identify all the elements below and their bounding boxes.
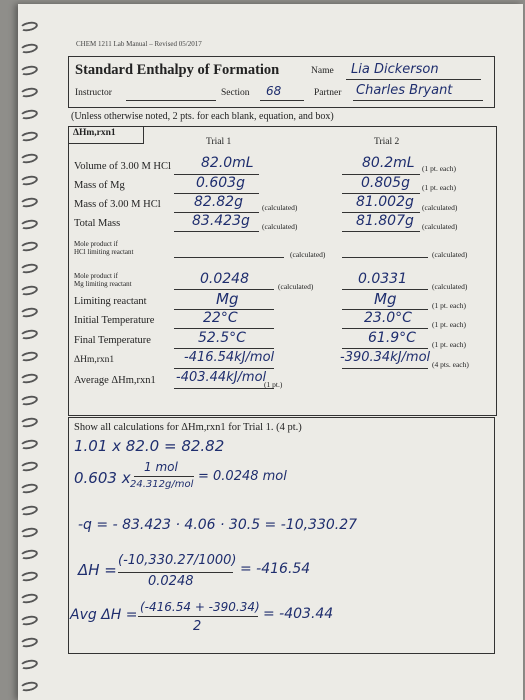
fraction-bar xyxy=(138,616,258,617)
trial1-value: -416.54kJ/mol xyxy=(184,350,275,365)
name-line xyxy=(346,79,481,80)
calc-line-4-result: = -416.54 xyxy=(240,561,311,577)
row-label: HCl limiting reactant xyxy=(74,248,134,256)
calculated-note: (calculated) xyxy=(432,282,468,291)
spiral-coil xyxy=(19,42,38,55)
spiral-coil xyxy=(19,108,38,121)
spiral-coil xyxy=(19,636,38,649)
spiral-coil xyxy=(19,86,38,99)
box-label: ΔHm,rxn1 xyxy=(73,128,116,138)
trial2-value: 61.9°C xyxy=(368,330,416,346)
spiral-coil xyxy=(19,460,38,473)
spiral-coil xyxy=(19,394,38,407)
row-label: ΔHm,rxn1 xyxy=(74,355,115,365)
calc-numerator: (-10,330.27/1000) xyxy=(118,553,237,568)
trial1-value: 22°C xyxy=(203,310,238,326)
points-note: (1 pt. each) xyxy=(422,164,456,173)
trial1-value: 83.423g xyxy=(192,213,250,229)
spiral-coil xyxy=(19,438,38,451)
row-label: Final Temperature xyxy=(74,335,151,346)
calculated-note: (calculated) xyxy=(290,250,326,259)
spiral-coil xyxy=(19,680,38,693)
trial2-value: 80.2mL xyxy=(362,155,415,171)
answer-line xyxy=(342,368,428,369)
lab-worksheet-page xyxy=(18,4,523,700)
spiral-coil xyxy=(19,416,38,429)
row-label: Total Mass xyxy=(74,218,121,229)
answer-line xyxy=(174,328,274,329)
spiral-coil xyxy=(19,592,38,605)
fraction-bar xyxy=(134,476,194,477)
points-note: (4 pts. each) xyxy=(432,360,469,369)
trial2-value: 23.0°C xyxy=(364,310,412,326)
calc-numerator: 1 mol xyxy=(144,460,178,474)
trial1-value: 82.82g xyxy=(194,194,243,210)
answer-line xyxy=(342,328,428,329)
points-note: (1 pt. each) xyxy=(422,183,456,192)
trial2-value: 0.0331 xyxy=(358,271,407,287)
trial2-value: Mg xyxy=(374,290,397,308)
trial1-value: Mg xyxy=(216,290,239,308)
page-title: Standard Enthalpy of Formation xyxy=(75,62,280,78)
calc-denominator: 0.0248 xyxy=(148,574,194,589)
answer-line xyxy=(174,388,274,389)
row-label: Limiting reactant xyxy=(74,296,147,307)
spiral-coil xyxy=(19,262,38,275)
average-value: -403.44kJ/mol xyxy=(176,370,267,385)
calc-line-2-result: = 0.0248 mol xyxy=(198,469,287,484)
calc-denominator: 24.312g/mol xyxy=(130,479,194,490)
instructor-label: Instructor xyxy=(75,88,112,98)
section-label: Section xyxy=(221,88,250,98)
section-value: 68 xyxy=(266,84,282,98)
spiral-coil xyxy=(19,614,38,627)
spiral-coil xyxy=(19,350,38,363)
answer-line xyxy=(342,231,420,232)
average-label: Average ΔHm,rxn1 xyxy=(74,375,156,386)
spiral-coil xyxy=(19,152,38,165)
trial2-value: 81.807g xyxy=(356,213,414,229)
spiral-coil xyxy=(19,196,38,209)
answer-line xyxy=(342,348,428,349)
spiral-coil xyxy=(19,130,38,143)
answer-line xyxy=(174,368,274,369)
points-note: (1 pt. each) xyxy=(432,320,466,329)
partner-value: Charles Bryant xyxy=(356,83,453,98)
spiral-coil xyxy=(19,64,38,77)
answer-line xyxy=(174,231,259,232)
trial1-value: 82.0mL xyxy=(201,155,254,171)
spiral-coil xyxy=(19,306,38,319)
calculations-prompt: Show all calculations for ΔHm,rxn1 for Trial 1. (4 pt.) xyxy=(74,422,302,433)
section-line xyxy=(260,100,304,101)
spiral-coil xyxy=(19,284,38,297)
spiral-coil xyxy=(19,482,38,495)
spiral-coil xyxy=(19,174,38,187)
calculated-note: (calculated) xyxy=(278,282,314,291)
trial1-header: Trial 1 xyxy=(206,137,232,147)
calculated-note: (calculated) xyxy=(262,222,298,231)
calc-line-4: ΔH = xyxy=(78,561,117,579)
trial1-value: 0.603g xyxy=(196,175,245,191)
answer-line xyxy=(342,257,428,258)
spiral-coil xyxy=(19,570,38,583)
instructor-line xyxy=(126,100,216,101)
row-label: Volume of 3.00 M HCl xyxy=(74,161,171,172)
calculated-note: (calculated) xyxy=(262,203,298,212)
answer-line xyxy=(174,257,284,258)
calc-line-5: Avg ΔH = xyxy=(70,607,138,623)
spiral-coil xyxy=(19,218,38,231)
answer-line xyxy=(174,348,274,349)
calculated-note: (calculated) xyxy=(422,222,458,231)
partner-label: Partner xyxy=(314,88,342,98)
calc-line-3: -q = - 83.423 · 4.06 · 30.5 = -10,330.27 xyxy=(78,517,358,533)
points-note: (1 pt. each) xyxy=(432,340,466,349)
spiral-coil xyxy=(19,372,38,385)
spiral-coil xyxy=(19,504,38,517)
spiral-coil xyxy=(19,658,38,671)
row-label: Mole product if xyxy=(74,240,118,248)
trial2-value: 0.805g xyxy=(361,175,410,191)
trial2-header: Trial 2 xyxy=(374,137,400,147)
fraction-bar xyxy=(118,572,233,573)
trial2-value: 81.002g xyxy=(356,194,414,210)
spiral-coil xyxy=(19,20,38,33)
spiral-coil xyxy=(19,526,38,539)
calc-line-2: 0.603 x xyxy=(74,469,131,487)
spiral-coil xyxy=(19,328,38,341)
instructions: (Unless otherwise noted, 2 pts. for each blank, equation, and box) xyxy=(71,111,334,122)
calc-line-5-result: = -403.44 xyxy=(263,606,334,622)
spiral-coil xyxy=(19,240,38,253)
row-label: Mole product if xyxy=(74,272,118,280)
spiral-coil xyxy=(19,548,38,561)
row-label: Mg limiting reactant xyxy=(74,280,132,288)
trial2-value: -390.34kJ/mol xyxy=(340,350,431,365)
page-header: CHEM 1211 Lab Manual – Revised 05/2017 xyxy=(76,40,202,48)
calculated-note: (calculated) xyxy=(422,203,458,212)
name-label: Name xyxy=(311,66,334,76)
calculated-note: (calculated) xyxy=(432,250,468,259)
trial1-value: 0.0248 xyxy=(200,271,249,287)
row-label: Initial Temperature xyxy=(74,315,155,326)
points-note: (1 pt. each) xyxy=(432,301,466,310)
calc-numerator: (-416.54 + -390.34) xyxy=(140,600,260,614)
trial1-value: 52.5°C xyxy=(198,330,246,346)
points-note: (1 pt.) xyxy=(264,380,283,389)
calc-denominator: 2 xyxy=(193,619,202,634)
name-value: Lia Dickerson xyxy=(351,62,439,77)
partner-line xyxy=(353,100,483,101)
calc-line-1: 1.01 x 82.0 = 82.82 xyxy=(74,437,225,455)
row-label: Mass of 3.00 M HCl xyxy=(74,199,161,210)
row-label: Mass of Mg xyxy=(74,180,125,191)
